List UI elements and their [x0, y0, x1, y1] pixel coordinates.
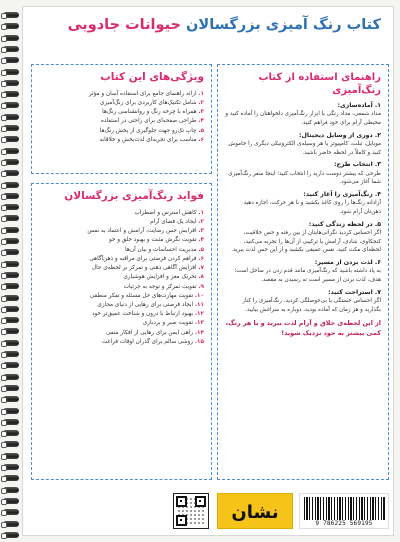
- item-text: تقویت صبر و بردباری: [142, 320, 194, 327]
- item-number: ۳.: [198, 228, 204, 235]
- item-text: چاپ تک‌رو جهت جلوگیری از پخش رنگ‌ها: [99, 127, 197, 134]
- list-item: [39, 136, 204, 145]
- benefits-box: [31, 183, 212, 480]
- item-text: طراحی صفحه‌ای برای راحتی در استفاده: [101, 118, 197, 125]
- item-text: ایجاد یک فضای آرام: [150, 218, 197, 225]
- guide-section: [225, 289, 381, 315]
- list-item: [39, 319, 204, 328]
- spiral-ring: [3, 46, 19, 52]
- spiral-ring: [3, 272, 19, 278]
- guide-section: [225, 259, 381, 285]
- guide-section: [225, 132, 381, 158]
- publisher-logo-text: نشان: [231, 502, 279, 523]
- guide-section: [225, 161, 381, 187]
- item-number: ۸.: [198, 274, 204, 281]
- spiral-ring: [3, 521, 19, 527]
- list-item: [39, 117, 204, 126]
- item-number: ۹.: [198, 283, 204, 290]
- list-item: [39, 338, 204, 347]
- publisher-strip: [173, 493, 391, 531]
- item-number: ۷.: [198, 265, 204, 272]
- item-text: همراه با چرخه رنگ و روانشناسی رنگ‌ها: [102, 109, 197, 116]
- guide-sections: [225, 102, 381, 314]
- spiral-ring: [3, 441, 19, 447]
- guide-heading: راهنمای استفاده از کتاب رنگ‌آمیزی: [258, 72, 381, 96]
- item-number: ۲.: [198, 99, 204, 106]
- spiral-ring: [3, 23, 19, 29]
- guide-section-head: ۲. دوری از وسایل دیجیتال:: [299, 131, 381, 139]
- guide-section-head: ۱. آماده‌سازی:: [337, 102, 381, 109]
- barcode-bars: [304, 497, 386, 520]
- list-item: [39, 236, 204, 245]
- item-number: ۶.: [198, 136, 204, 143]
- item-text: شامل تکنیک‌های کاربردی برای رنگ‌آمیزی: [100, 99, 197, 106]
- item-number: ۱.: [198, 209, 204, 216]
- list-item: [39, 218, 204, 227]
- spiral-ring: [3, 102, 19, 108]
- book-title: [33, 17, 381, 33]
- guide-box: [217, 64, 389, 480]
- spiral-ring: [3, 385, 19, 391]
- spiral-ring: [3, 227, 19, 233]
- guide-section-body: موبایل، تبلت، کامپیوتر یا هر وسیله‌ی الکترونیکی دیگری را خاموش کنید و کاملاً در لحظه حاضر باشید.: [228, 141, 381, 156]
- spiral-ring: [3, 69, 19, 75]
- item-number: ۱.: [198, 90, 204, 97]
- spiral-ring: [3, 509, 19, 515]
- item-number: ۳.: [198, 109, 204, 116]
- item-number: ۱۵.: [194, 338, 204, 345]
- spiral-ring: [3, 204, 19, 210]
- list-item: [39, 127, 204, 136]
- item-number: ۱۰.: [194, 292, 204, 299]
- list-item: [39, 99, 204, 108]
- benefits-heading: فواید رنگ‌آمیزی بزرگسالان: [64, 190, 204, 202]
- spiral-ring: [3, 317, 19, 323]
- item-text: مدیریت احساسات و بیان آن‌ها: [125, 246, 197, 253]
- spiral-ring: [3, 125, 19, 131]
- list-item: [39, 246, 204, 255]
- benefits-list: [39, 209, 204, 348]
- book-title-part1: کتاب رنگ آمیزی بزرگسالان: [186, 17, 381, 33]
- isbn-number: 9 786225 569195: [315, 520, 373, 527]
- item-number: ۱۴.: [194, 329, 204, 336]
- spiral-ring: [3, 170, 19, 176]
- guide-section-head: ۴. رنگ‌آمیزی را آغاز کنید:: [303, 191, 381, 199]
- guide-section-head: ۶. لذت بردن از مسیر:: [314, 259, 381, 267]
- guide-section-body: مداد شمعی، مداد رنگی یا ابزار رنگ‌آمیزی دلخواهتان را آماده کنید و محیطی آرام برای خود فراهم کنید.: [225, 111, 381, 127]
- spiral-ring: [3, 351, 19, 357]
- spiral-ring: [3, 148, 19, 154]
- guide-section: [225, 221, 381, 255]
- features-box: [31, 64, 212, 174]
- publisher-logo-icon: [217, 493, 293, 529]
- barcode-icon: [299, 493, 389, 529]
- spiral-ring: [3, 249, 19, 255]
- item-text: روشی سالم برای گذران اوقات فراغت: [101, 338, 194, 345]
- spiral-ring: [3, 283, 19, 289]
- item-number: ۵.: [198, 127, 204, 134]
- guide-section: [225, 191, 381, 217]
- item-number: ۴.: [198, 118, 204, 125]
- book-title-part2: حیوانات جادویی: [67, 17, 181, 33]
- spiral-ring: [3, 374, 19, 380]
- spiral-ring: [3, 215, 19, 221]
- qr-code-icon[interactable]: [173, 493, 209, 529]
- guide-section-head: ۳. انتخاب طرح:: [333, 161, 381, 169]
- spiral-ring: [3, 57, 19, 63]
- list-item: [39, 90, 204, 99]
- item-text: مناسب برای تجربه‌ای لذت‌بخش و خلاقانه: [99, 136, 197, 143]
- list-item: [39, 273, 204, 282]
- publisher-logo-mark: [221, 495, 289, 527]
- spiral-ring: [3, 80, 19, 86]
- book-back-cover: [22, 6, 394, 536]
- spiral-ring: [3, 453, 19, 459]
- spiral-ring: [3, 408, 19, 414]
- item-number: ۱۳.: [194, 320, 204, 327]
- item-text: کاهش استرس و اضطراب: [134, 209, 197, 216]
- spiral-ring: [3, 306, 19, 312]
- item-number: ۶.: [198, 255, 204, 262]
- item-text: ایجاد فرصتی برای رهایی از دنیای مجازی: [97, 301, 194, 308]
- guide-section-body: اگر احساس کردید نگرانی‌هایتان از بین رفته و حس خلاقیت، کنجکاوی، شادی، آرامش یا ترکیبی از آن‌ها را تجربه می‌کنید، لحظه‌ای مکث کنید، نفس عمیقی بکشید و از این حس لذت ببرید.: [231, 230, 381, 254]
- spiral-ring: [3, 340, 19, 346]
- spiral-ring: [3, 193, 19, 199]
- item-text: فراهم کردن فرصتی برای مراقبه و ذهن‌آگاهی: [89, 255, 197, 262]
- list-item: [39, 329, 204, 338]
- list-item: [39, 264, 204, 273]
- item-text: ارائه راهنمای جامع برای استفاده آسان و مؤثر: [88, 90, 197, 97]
- list-item: [39, 209, 204, 218]
- list-item: [39, 292, 204, 301]
- features-list: [39, 90, 204, 145]
- list-item: [39, 255, 204, 264]
- guide-section-body: اگر احساس خستگی یا بی‌حوصلگی کردید، رنگ‌آمیزی را کنار بگذارید و هر زمان که آماده بودید، دوباره به سراغش بیایید.: [242, 298, 381, 313]
- item-number: ۴.: [198, 237, 204, 244]
- item-number: ۵.: [198, 246, 204, 253]
- guide-section-body: طرحی که بیشتر دوست دارید را انتخاب کنید؛ اینجا سفر رنگ‌آمیزی شما آغاز می‌شود.: [228, 170, 381, 186]
- guide-closing: از این لحظه‌ی خلاق و آرام لذت ببرید و با هر رنگ، کمی بیشتر به خود نزدیک شوید!: [225, 319, 381, 337]
- spiral-ring: [3, 430, 19, 436]
- spiral-ring: [3, 35, 19, 41]
- spiral-ring: [3, 464, 19, 470]
- item-text: افزایش آگاهی ذهنی و تمرکز بر لحظه‌ی حال: [92, 265, 197, 272]
- guide-section-head: ۵. در لحظه زندگی کنید:: [308, 220, 381, 228]
- list-item: [39, 301, 204, 310]
- item-text: تقویت مهارت‌های حل مسئله و تفکر منطقی: [89, 292, 194, 299]
- list-item: [39, 283, 204, 292]
- spiral-ring: [3, 498, 19, 504]
- features-heading: ویژگی‌های این کتاب: [100, 71, 204, 83]
- spiral-ring: [3, 419, 19, 425]
- item-text: راهی ایمن برای رهایی از افکار منفی: [106, 329, 194, 336]
- spiral-ring: [3, 532, 19, 538]
- spiral-ring: [3, 238, 19, 244]
- item-text: تقویت نگرش مثبت و بهبود خلق و خو: [108, 237, 197, 244]
- item-number: ۱۱.: [194, 301, 204, 308]
- spiral-ring: [3, 396, 19, 402]
- item-number: ۱۲.: [194, 311, 204, 318]
- item-text: بهبود ارتباط با درون و شناخت عمیق‌تر خود: [91, 311, 194, 318]
- spiral-ring: [3, 295, 19, 301]
- guide-section-body: آزادانه رنگ‌ها را روی کاغذ بکشید و با هر حرکت، اجازه دهید ذهن‌تان آرام شود.: [243, 200, 381, 216]
- spiral-ring: [3, 182, 19, 188]
- item-number: ۲.: [198, 218, 204, 225]
- spiral-ring: [3, 136, 19, 142]
- spiral-binding: [0, 0, 20, 542]
- item-text: تحریک مغز و افزایش هوشیاری: [123, 274, 197, 281]
- list-item: [39, 108, 204, 117]
- spiral-ring: [3, 362, 19, 368]
- spiral-ring: [3, 12, 19, 18]
- spiral-ring: [3, 91, 19, 97]
- guide-section-head: ۷. استراحت کنید:: [328, 288, 381, 296]
- spiral-ring: [3, 114, 19, 120]
- spiral-ring: [3, 261, 19, 267]
- list-item: [39, 310, 204, 319]
- spiral-ring: [3, 487, 19, 493]
- spiral-ring: [3, 475, 19, 481]
- item-text: تقویت تمرکز و توجه به جزئیات: [123, 283, 197, 290]
- list-item: [39, 227, 204, 236]
- guide-section: [225, 102, 381, 128]
- item-text: افزایش حس رضایت، آرامش و اعتماد به نفس: [87, 228, 197, 235]
- spiral-ring: [3, 328, 19, 334]
- guide-section-body: به یاد داشته باشید که رنگ‌آمیزی مانند قدم زدن در ساحل است؛ هدف، لذت بردن از مسیر است نه رسیدن به مقصد.: [234, 268, 381, 284]
- spiral-ring: [3, 159, 19, 165]
